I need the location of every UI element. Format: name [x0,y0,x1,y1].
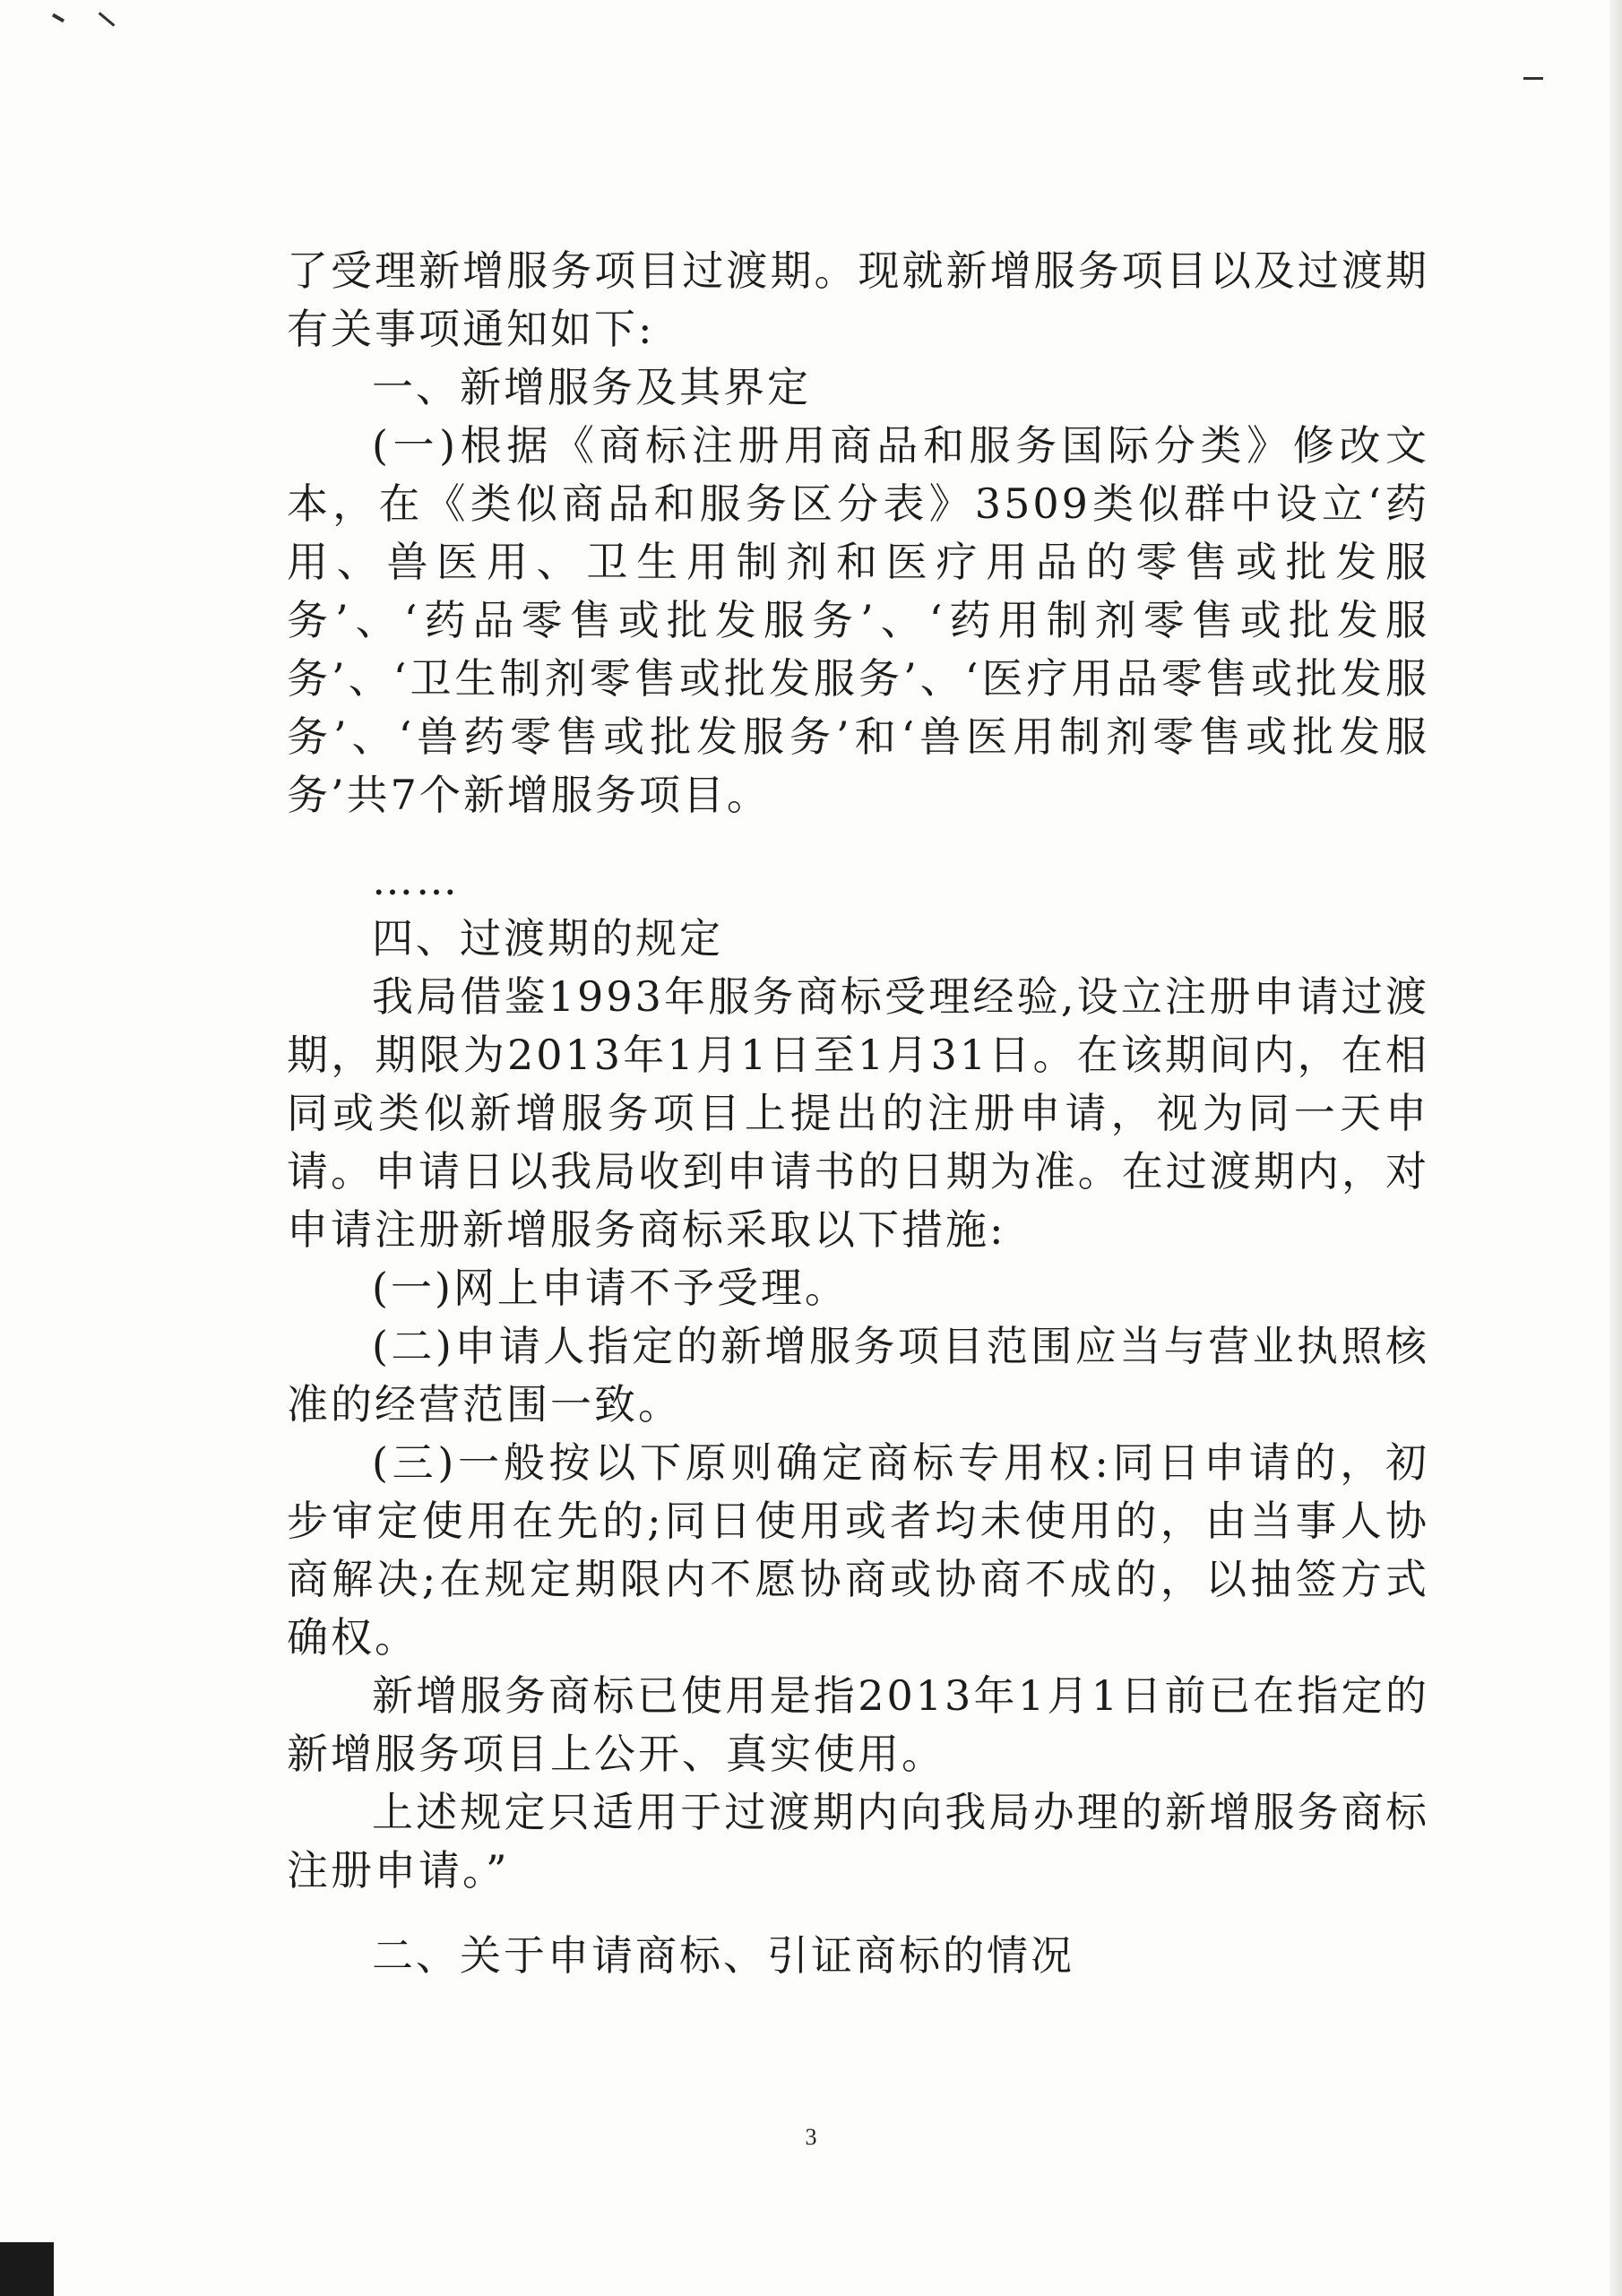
section-heading: 四、过渡期的规定 [372,914,723,962]
scan-mark [99,12,116,26]
scan-mark [1523,77,1543,80]
page-number: 3 [805,2124,817,2150]
ellipsis: …… [372,856,460,904]
section-heading: 二、关于申请商标、引证商标的情况 [372,1931,1074,1980]
paragraph: 新增服务商标已使用是指2013年1月1日前已在指定的新增服务项目上公开、真实使用。 [287,1671,1429,1778]
section-heading: 一、新增服务及其界定 [372,363,811,411]
scan-corner-mark [0,2242,54,2296]
list-item: (一)网上申请不予受理。 [372,1264,849,1312]
paragraph: (一)根据《商标注册用商品和服务国际分类》修改文本，在《类似商品和服务区分表》3509类似群中设立‘药用、兽医用、卫生用制剂和医疗用品的零售或批发服务’、‘药品零售或批发服务’、‘药用制剂零售或批发服务’、‘卫生制剂零售或批发服务’、‘医疗用品零售或批发服务’、‘兽药零售或批发服务’和‘兽医用制剂零售或批发服务’共7个新增服务项目。 [287,421,1429,819]
list-item: (三)一般按以下原则确定商标专用权:同日申请的，初步审定使用在先的;同日使用或者均未使用的，由当事人协商解决;在规定期限内不愿协商或协商不成的，以抽签方式确权。 [287,1438,1429,1662]
body-text [287,242,1429,1985]
list-item: (二)申请人指定的新增服务项目范围应当与营业执照核准的经营范围一致。 [287,1322,1429,1429]
paragraph: 我局借鉴1993年服务商标受理经验,设立注册申请过渡期，期限为2013年1月1日至1月31日。在该期间内，在相同或类似新增服务项目上提出的注册申请，视为同一天申请。申请日以我局收到申请书的日期为准。在过渡期内，对申请注册新增服务商标采取以下措施: [287,972,1429,1254]
paragraph: 了受理新增服务项目过渡期。现就新增服务项目以及过渡期有关事项通知如下: [287,246,1429,353]
paragraph: 上述规定只适用于过渡期内向我局办理的新增服务商标注册申请。” [287,1788,1429,1895]
scan-edge [1609,0,1622,2296]
scan-mark [52,13,65,22]
